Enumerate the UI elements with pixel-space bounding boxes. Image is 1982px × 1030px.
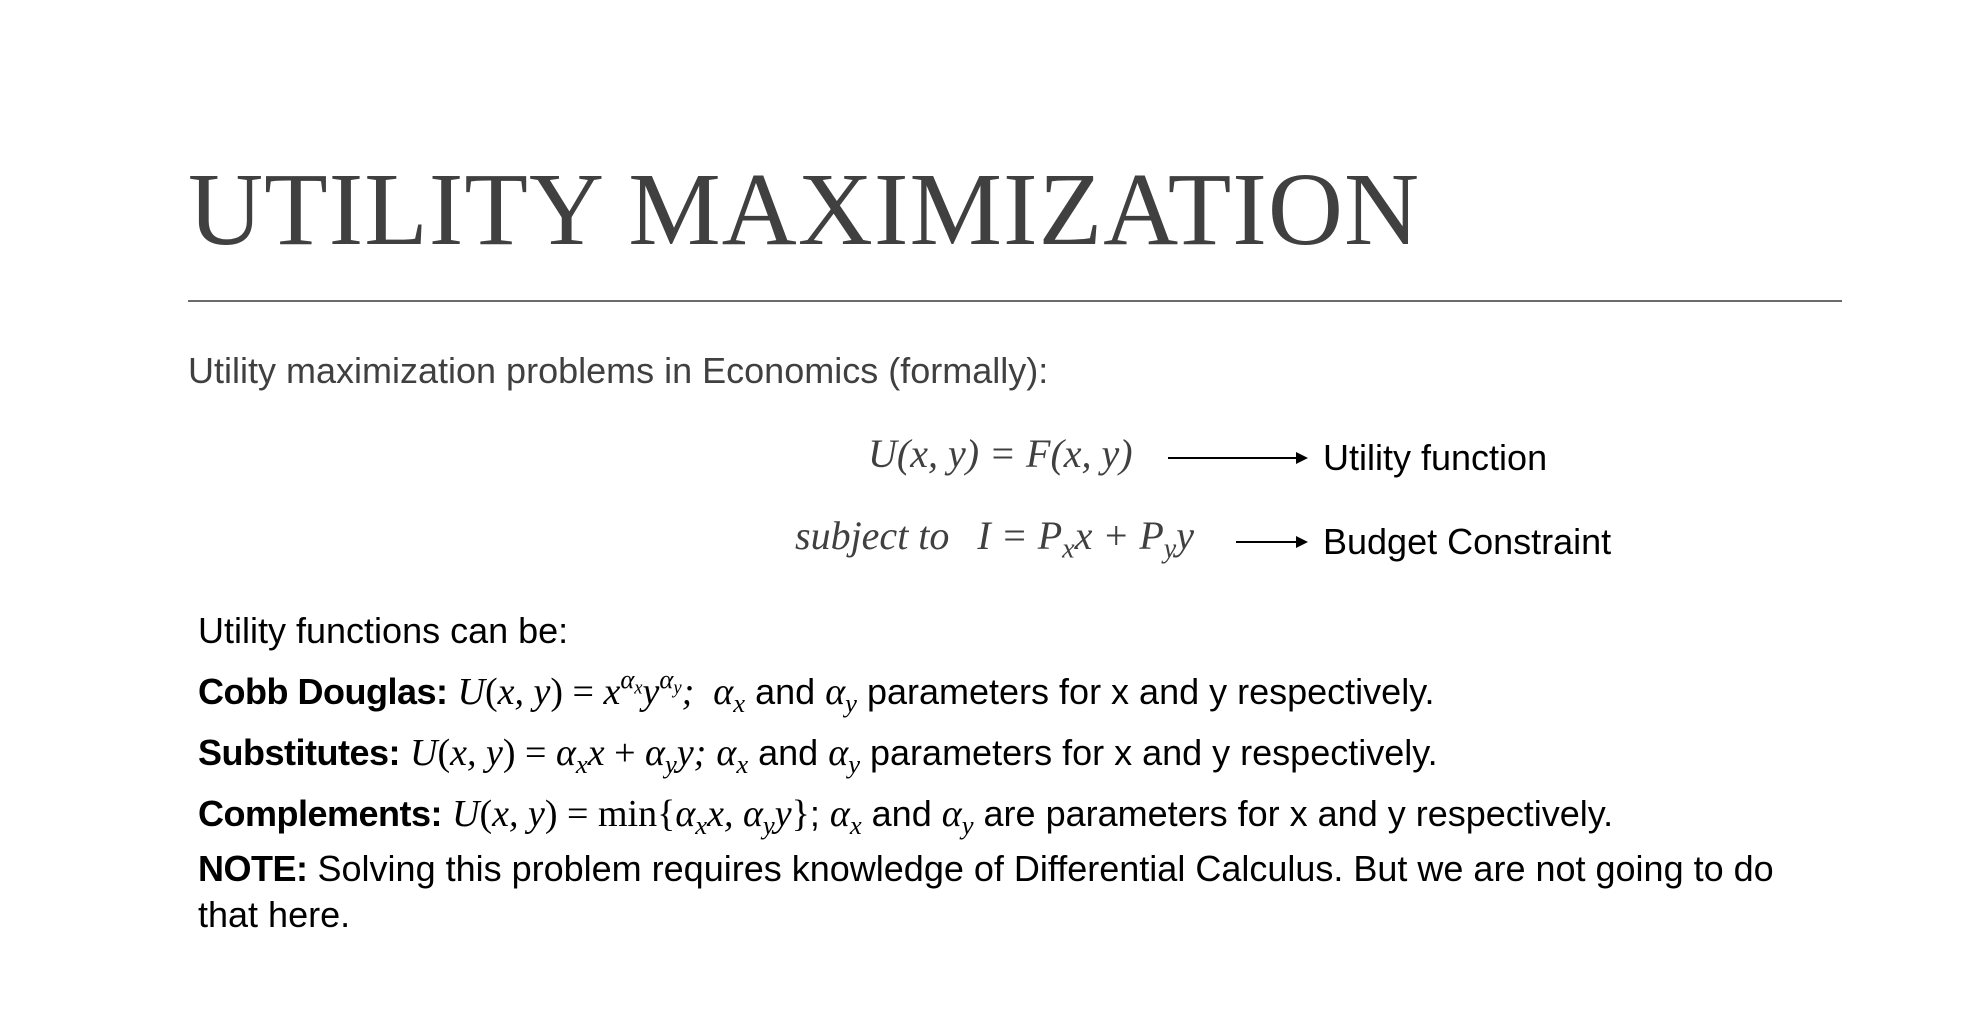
arrow-utility bbox=[1168, 457, 1306, 459]
note-paragraph bbox=[198, 846, 1818, 938]
substitutes-label: Substitutes: bbox=[198, 731, 401, 773]
substitutes-text: parameters for x and y respectively. bbox=[870, 731, 1438, 773]
utility-equation-text: U(x, y) = F(x, y) bbox=[868, 431, 1133, 476]
note-text: Solving this problem requires knowledge of Differential Calculus. But we are not going to do that here. bbox=[198, 848, 1774, 935]
cobb-douglas-text: parameters for x and y respectively. bbox=[866, 670, 1435, 712]
utility-function-label: Utility function bbox=[1323, 437, 1548, 478]
cobb-douglas-line: Cobb Douglas: U(x, $y) = x^{\alpha_x}y^{\alpha_y}$; $\alpha_x$ and $\alpha_y$ parameters for x and y respectively. bbox=[198, 664, 1435, 718]
utility-functions-list bbox=[198, 606, 1613, 850]
budget-equation: subject to $I = P_xx + P_yy$ bbox=[795, 513, 1194, 565]
substitutes-line: Substitutes: U(x, $y) = \alpha_xx + \alpha_yy$; $\alpha_x$ and $\alpha_y$ parameters for x and y respectively. bbox=[198, 731, 1438, 779]
utility-equation bbox=[868, 430, 1133, 477]
complements-text: are parameters for x and y respectively. bbox=[983, 792, 1614, 834]
intro-text: Utility maximization problems in Economics (formally): bbox=[188, 350, 1049, 391]
note-label: NOTE: bbox=[198, 848, 308, 889]
subject-to-text: subject to bbox=[795, 513, 950, 558]
cobb-douglas-label: Cobb Douglas: bbox=[198, 670, 448, 712]
complements-label: Complements: bbox=[198, 792, 443, 834]
arrow-budget bbox=[1236, 541, 1306, 543]
title-divider bbox=[188, 300, 1842, 302]
slide-title: UTILITY MAXIMIZATION bbox=[188, 152, 1421, 267]
budget-equation-text: I = P bbox=[977, 513, 1063, 558]
functions-heading: Utility functions can be: bbox=[198, 610, 569, 651]
budget-constraint-label: Budget Constraint bbox=[1323, 521, 1612, 562]
complements-line: Complements: U(x, $y) = \min\{\alpha_xx$, $\alpha_yy$}; $\alpha_x$ and $\alpha_y$ are parameters for x and y respectively. bbox=[198, 792, 1614, 840]
